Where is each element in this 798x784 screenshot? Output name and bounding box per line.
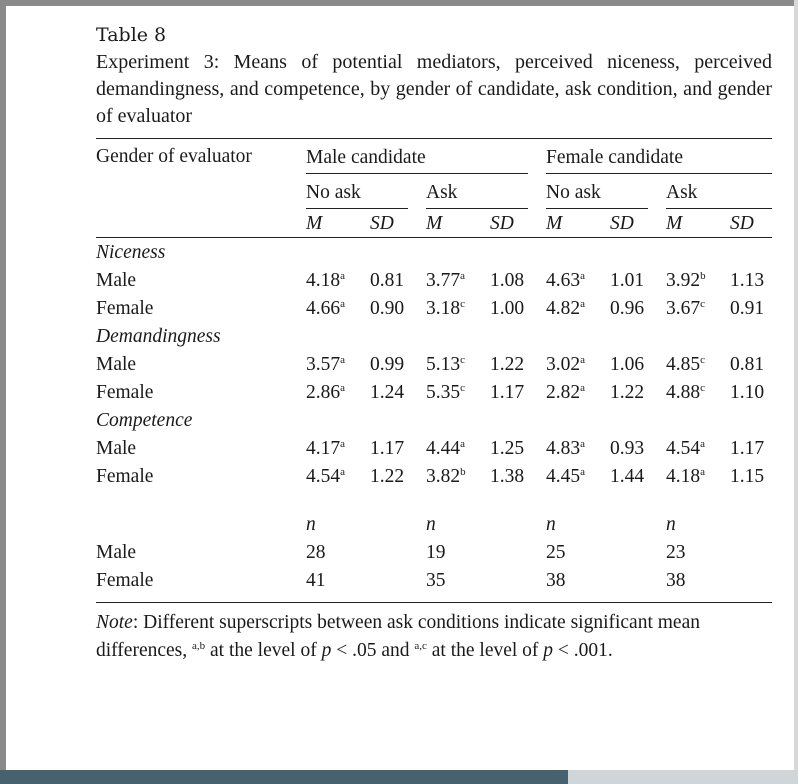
cell-value: 4.63 [546,269,581,291]
table-cell [546,294,610,322]
n-value: 28 [306,541,326,563]
table-row [96,434,772,462]
cell-superscript: a [580,381,586,394]
n-header: n [426,513,436,535]
cell-value: 0.91 [730,297,765,319]
cell-value: 1.10 [730,381,765,403]
table-cell [610,434,666,462]
n-header-row [96,510,772,538]
table-cell [730,378,772,406]
table-cell [490,462,546,490]
cell-value: 1.00 [490,297,525,319]
cell-value: 0.81 [370,269,405,291]
cell-superscript: a [340,269,346,282]
table-cell [426,266,490,294]
row-label: Male [96,353,137,375]
cell-superscript: a [460,269,466,282]
table-cell [370,294,426,322]
cell-value: 1.24 [370,381,405,403]
table-cell [730,350,772,378]
table-cell [730,462,772,490]
cell-value: 3.92 [666,269,701,291]
cell-value: 4.83 [546,437,581,459]
table-cell [546,266,610,294]
cell-value: 2.82 [546,381,581,403]
cell-value: 4.85 [666,353,701,375]
table-cell [610,294,666,322]
table-cell [370,378,426,406]
cell-superscript: a [700,465,706,478]
n-header: n [546,513,556,535]
table-cell [666,266,730,294]
cell-value: 1.17 [490,381,525,403]
cell-value: 4.82 [546,297,581,319]
table-cell [426,350,490,378]
table-row [96,266,772,294]
cell-value: 1.22 [370,465,405,487]
cell-superscript: c [700,297,706,310]
table-cell [730,266,772,294]
cell-value: 5.35 [426,381,461,403]
n-value: 25 [546,541,566,563]
cell-value: 0.96 [610,297,645,319]
table-caption: Experiment 3: Means of potential mediators, perceived niceness, perceived demandingness, and competence, by gender of candidate, ask condition, and gender of evaluator [96,51,772,127]
cell-superscript: c [460,381,466,394]
window-frame-top [0,0,798,6]
table-cell [666,434,730,462]
cell-value: 5.13 [426,353,461,375]
cell-superscript: b [460,465,466,478]
table-cell [306,434,370,462]
cell-value: 1.17 [370,437,405,459]
table-cell [426,434,490,462]
n-value: 19 [426,541,446,563]
table-cell [490,434,546,462]
table-cell [610,378,666,406]
table-cell [610,462,666,490]
table-cell [370,434,426,462]
cell-value: 0.90 [370,297,405,319]
table-cell [426,462,490,490]
n-header: n [666,513,676,535]
table-cell [426,378,490,406]
cell-value: 1.01 [610,269,645,291]
table-cell [370,462,426,490]
cell-superscript: a [580,437,586,450]
table-cell [426,294,490,322]
table-row [96,378,772,406]
cell-superscript: c [700,381,706,394]
header-stat-m: M [306,209,370,238]
table-cell [370,350,426,378]
row-label: Female [96,381,154,403]
cell-value: 3.18 [426,297,461,319]
table-cell [306,462,370,490]
section-header-row [96,406,772,434]
window-frame-right [794,0,798,770]
cell-value: 1.06 [610,353,645,375]
table-cell [666,378,730,406]
table-cell [306,350,370,378]
table-cell [610,350,666,378]
header-stat-sd: SD [490,209,546,238]
cell-superscript: a [580,297,586,310]
cell-superscript: c [460,297,466,310]
table-page [96,22,772,665]
table-cell [610,266,666,294]
cell-superscript: b [700,269,706,282]
cell-value: 1.38 [490,465,525,487]
cell-value: 1.08 [490,269,525,291]
cell-superscript: a [340,465,346,478]
table-cell [730,294,772,322]
header-row-ask [96,174,772,209]
cell-value: 1.22 [610,381,645,403]
row-label: Male [96,269,137,291]
header-stat-sd: SD [730,209,772,238]
header-female-candidate: Female candidate [546,139,772,174]
table-cell [490,266,546,294]
n-header: n [306,513,316,535]
row-label: Male [96,541,137,563]
section-header-row [96,238,772,267]
n-row [96,538,772,566]
header-row-candidate [96,139,772,175]
window-frame-left [0,0,6,784]
table-cell [490,378,546,406]
header-male-candidate: Male candidate [306,139,528,174]
header-stat-sd: SD [610,209,666,238]
cell-superscript: a [700,437,706,450]
header-gender-of-evaluator: Gender of evaluator [96,146,252,167]
cell-value: 2.86 [306,381,341,403]
cell-superscript: a [460,437,466,450]
table-cell [666,462,730,490]
cell-superscript: a [340,353,346,366]
table-cell [370,266,426,294]
cell-value: 4.54 [666,437,701,459]
cell-superscript: a [580,465,586,478]
row-label: Female [96,465,154,487]
cell-value: 3.82 [426,465,461,487]
row-label: Female [96,297,154,319]
n-value: 23 [666,541,686,563]
cell-superscript: c [700,353,706,366]
row-label: Male [96,437,137,459]
cell-value: 4.66 [306,297,341,319]
cell-value: 4.45 [546,465,581,487]
table-cell [306,294,370,322]
cell-value: 4.54 [306,465,341,487]
header-stat-sd: SD [370,209,426,238]
header-female-no-ask: No ask [546,174,648,209]
table-cell [546,350,610,378]
section-label: Competence [96,409,193,431]
n-value: 35 [426,569,446,591]
cell-superscript: c [460,353,466,366]
note-lead: Note [96,612,133,633]
cell-value: 4.18 [666,465,701,487]
cell-value: 3.77 [426,269,461,291]
header-stat-m: M [666,209,730,238]
cell-superscript: a [340,437,346,450]
row-label: Female [96,569,154,591]
header-male-no-ask: No ask [306,174,408,209]
cell-value: 3.57 [306,353,341,375]
header-stat-m: M [546,209,610,238]
cell-value: 4.44 [426,437,461,459]
cell-value: 1.15 [730,465,765,487]
cell-superscript: a [340,297,346,310]
n-row [96,566,772,594]
cell-value: 4.18 [306,269,341,291]
table-cell [490,350,546,378]
n-value: 38 [546,569,566,591]
table-row [96,462,772,490]
cell-value: 1.25 [490,437,525,459]
table-note: Note: Different superscripts between ask conditions indicate significant mean differences, $^{a,b}$ at the level of p < .05 and $^{a,c}$ at the level of p < .001. [96,612,700,661]
table-row [96,294,772,322]
header-female-ask: Ask [666,174,772,209]
cell-superscript: a [340,381,346,394]
table-cell [730,434,772,462]
cell-value: 1.22 [490,353,525,375]
header-stat-m: M [426,209,490,238]
table-cell [546,378,610,406]
cell-value: 1.17 [730,437,765,459]
table-cell [490,294,546,322]
table-cell [306,378,370,406]
table-row [96,350,772,378]
table-cell [666,294,730,322]
cell-superscript: a [580,269,586,282]
cell-value: 0.81 [730,353,765,375]
cell-value: 1.44 [610,465,645,487]
cell-value: 4.17 [306,437,341,459]
table-cell [546,462,610,490]
section-header-row [96,322,772,350]
table-cell [546,434,610,462]
cell-value: 3.67 [666,297,701,319]
cell-value: 1.13 [730,269,765,291]
section-label: Demandingness [96,325,221,347]
cell-value: 3.02 [546,353,581,375]
header-row-stats [96,209,772,238]
table-cell [666,350,730,378]
cell-value: 4.88 [666,381,701,403]
n-value: 38 [666,569,686,591]
bottom-scroll-area[interactable] [568,770,798,784]
section-label: Niceness [96,241,166,263]
header-male-ask: Ask [426,174,528,209]
cell-value: 0.93 [610,437,645,459]
cell-value: 0.99 [370,353,405,375]
table-number: Table 8 [96,24,167,46]
cell-superscript: a [580,353,586,366]
means-table [96,138,772,603]
n-value: 41 [306,569,326,591]
table-cell [306,266,370,294]
